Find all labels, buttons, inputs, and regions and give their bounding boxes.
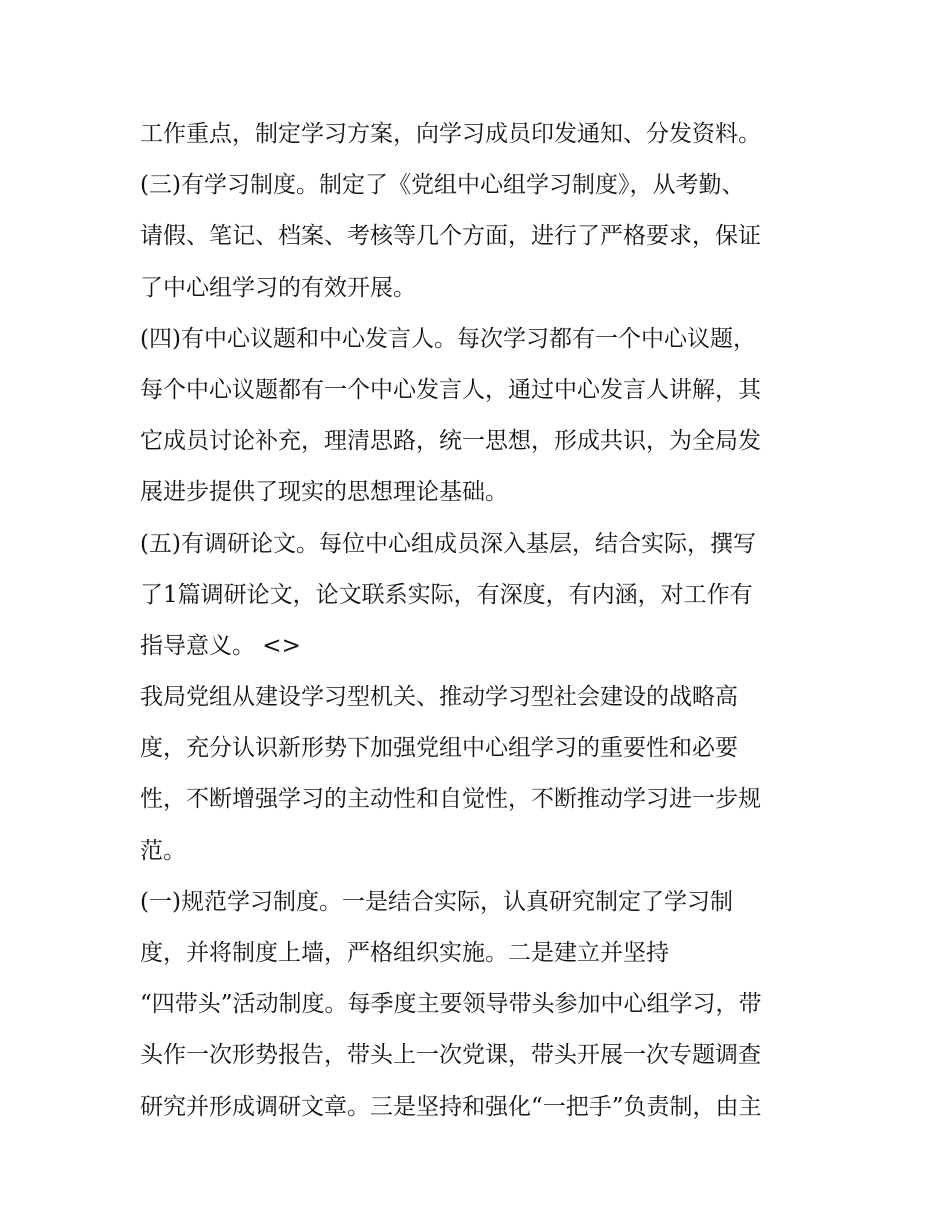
text-line: 度，并将制度上墙，严格组织实施。二是建立并坚持: [140, 940, 669, 966]
text-line: “四带头”活动制度。每季度主要领导带头参加中心组学习，带: [140, 991, 762, 1018]
text-line: 了中心组学习的有效开展。: [140, 274, 416, 301]
text-line: (五)有调研论文。每位中心组成员深入基层，结合实际，撰写: [140, 530, 756, 557]
text-line: 范。: [140, 837, 186, 864]
document-body: [140, 109, 820, 1133]
text-line: 它成员讨论补充，理清思路，统一思想，形成共识，为全局发: [140, 428, 761, 455]
text-line: 我局党组从建设学习型机关、推动学习型社会建设的战略高: [140, 684, 738, 711]
text-line: 请假、笔记、档案、考核等几个方面，进行了严格要求，保证: [140, 223, 761, 250]
text-line: 指导意义。 <>: [140, 632, 301, 659]
text-line: 了1篇调研论文，论文联系实际，有深度，有内涵，对工作有: [140, 581, 753, 608]
text-line: 度，充分认识新形势下加强党组中心组学习的重要性和必要: [140, 735, 738, 762]
text-line: 工作重点，制定学习方案，向学习成员印发通知、分发资料。: [140, 121, 761, 147]
text-line: 每个中心议题都有一个中心发言人，通过中心发言人讲解，其: [140, 376, 761, 403]
text-line: (四)有中心议题和中心发言人。每次学习都有一个中心议题，: [140, 325, 756, 352]
text-line: (三)有学习制度。制定了《党组中心组学习制度》，从考勤、: [140, 172, 745, 199]
text-line: 展进步提供了现实的思想理论基础。: [140, 479, 508, 506]
text-line: 性，不断增强学习的主动性和自觉性，不断推动学习进一步规: [140, 786, 761, 813]
text-line: 头作一次形势报告，带头上一次党课，带头开展一次专题调查: [140, 1042, 761, 1069]
text-line: (一)规范学习制度。一是结合实际，认真研究制定了学习制: [140, 888, 733, 915]
text-line: 研究并形成调研文章。三是坚持和强化“一把手”负责制，由主: [140, 1093, 762, 1120]
